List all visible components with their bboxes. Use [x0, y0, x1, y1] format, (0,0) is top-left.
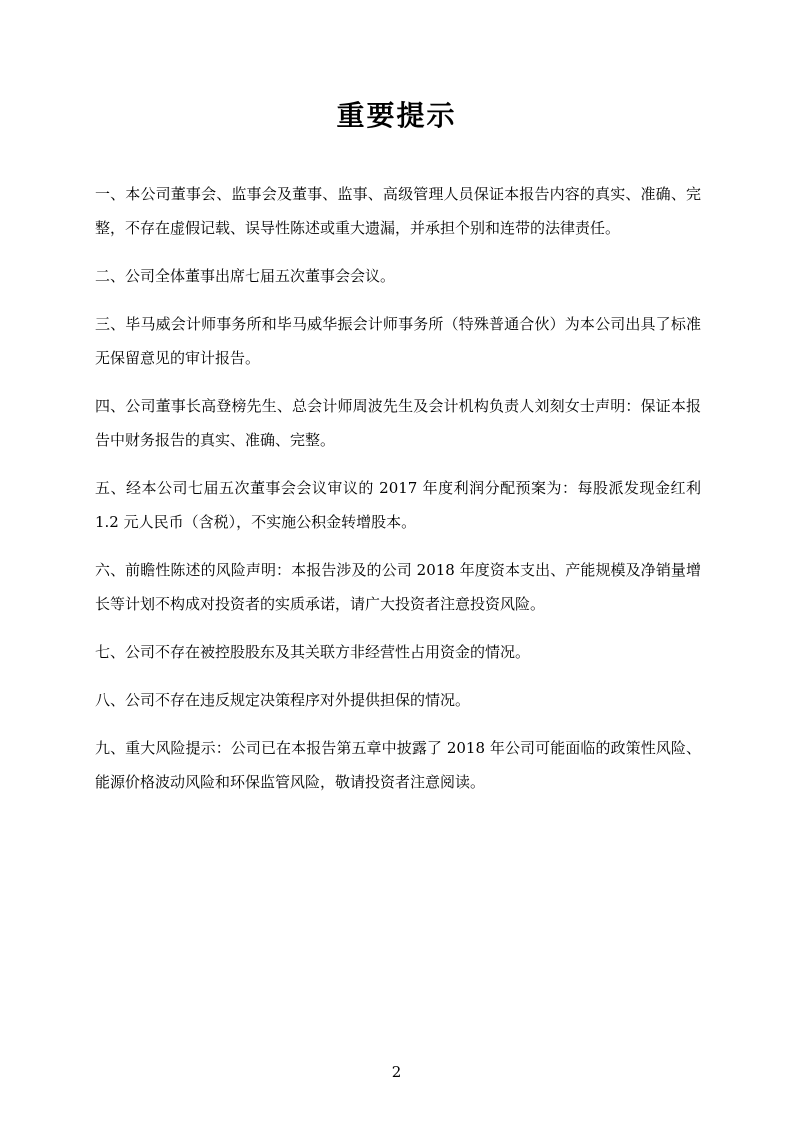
- notice-item-7: 七、公司不存在被控股股东及其关联方非经营性占用资金的情况。: [95, 643, 531, 661]
- notice-item-9: 九、重大风险提示：公司已在本报告第五章中披露了 2018 年公司可能面临的政策性风险、能源价格波动风险和环保监管风险，敬请投资者注意阅读。: [95, 739, 701, 791]
- notice-item-1: 一、本公司董事会、监事会及董事、监事、高级管理人员保证本报告内容的真实、准确、完整，不存在虚假记载、误导性陈述或重大遗漏，并承担个别和连带的法律责任。: [95, 185, 701, 237]
- page-number: 2: [391, 1063, 402, 1081]
- notice-item-8: 八、公司不存在违反规定决策程序对外提供担保的情况。: [95, 691, 471, 709]
- notice-list: [95, 177, 701, 813]
- notice-item-5: 五、经本公司七届五次董事会会议审议的 2017 年度利润分配预案为：每股派发现金红利 1.2 元人民币（含税），不实施公积金转增股本。: [95, 479, 701, 531]
- notice-item-4: 四、公司董事长高登榜先生、总会计师周波先生及会计机构负责人刘刻女士声明：保证本报告中财务报告的真实、准确、完整。: [95, 397, 701, 449]
- page-title: 重要提示: [336, 99, 457, 132]
- notice-item-3: 三、毕马威会计师事务所和毕马威华振会计师事务所（特殊普通合伙）为本公司出具了标准无保留意见的审计报告。: [95, 315, 701, 367]
- notice-item-6: 六、前瞻性陈述的风险声明：本报告涉及的公司 2018 年度资本支出、产能规模及净销量增长等计划不构成对投资者的实质承诺，请广大投资者注意投资风险。: [95, 561, 701, 613]
- notice-item-2: 二、公司全体董事出席七届五次董事会会议。: [95, 267, 396, 285]
